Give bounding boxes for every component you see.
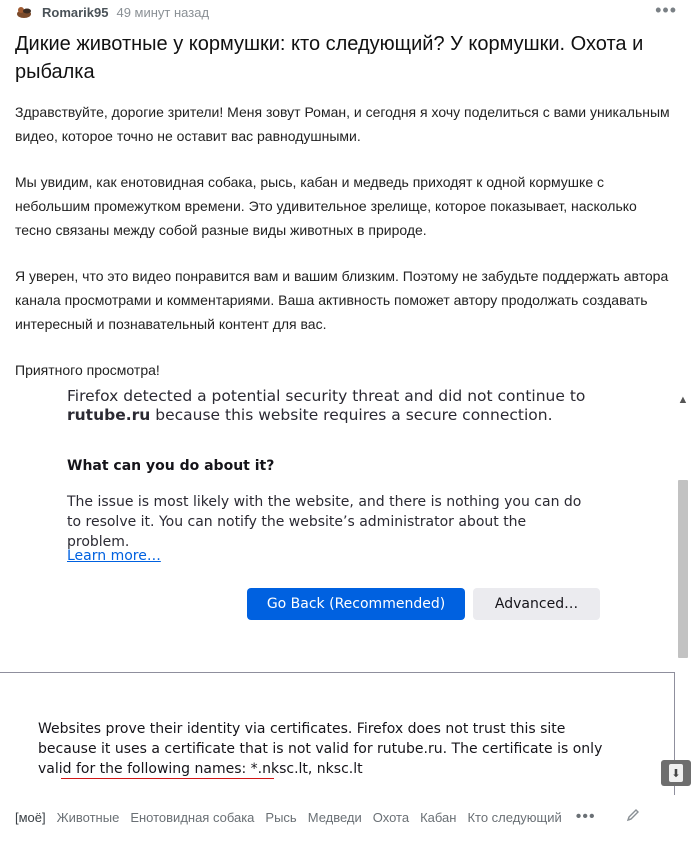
error-underline: [61, 778, 274, 779]
error-host: rutube.ru: [67, 406, 151, 424]
error-host-line: [67, 406, 553, 424]
certificate-text: Websites prove their identity via certificates. Firefox does not trust this site because it uses a certificate that is not valid for rutube.ru. The certificate is only valid for the following names: *.nksc.lt, nksc.lt: [38, 721, 603, 777]
post-body: [15, 100, 675, 404]
error-headline-cut: Firefox detected a potential security threat and did not continue to: [67, 387, 586, 405]
firefox-error-page: [0, 383, 676, 673]
advanced-button[interactable]: Advanced…: [473, 588, 600, 620]
scroll-down-button[interactable]: [661, 760, 691, 786]
post-paragraph: Я уверен, что это видео понравится вам и вашим близким. Поэтому не забудьте поддержать автора канала просмотрами и комментариями. Ваша активность поможет автору продолжать создавать интересный и познавательный контент для вас.: [15, 268, 669, 332]
what-can-you-do-heading: What can you do about it?: [67, 458, 275, 474]
tag-item[interactable]: Енотовидная собака: [130, 809, 255, 825]
arrow-down-icon: ⬇: [669, 764, 683, 782]
tag-item[interactable]: Охота: [372, 809, 410, 825]
author-name[interactable]: Romarik95: [42, 4, 109, 20]
issue-text: The issue is most likely with the website, and there is nothing you can do to resolve it. You can notify the website’s administrator about the problem.: [67, 494, 582, 550]
scrollbar-thumb[interactable]: [678, 480, 688, 658]
learn-more-link[interactable]: Learn more…: [67, 548, 161, 564]
video-embed[interactable]: [0, 383, 690, 795]
scroll-up-icon[interactable]: ▲: [677, 394, 689, 406]
tag-item[interactable]: Медведи: [307, 809, 362, 825]
tags-row: [15, 806, 685, 828]
post-paragraph: Здравствуйте, дорогие зрители! Меня зовут Роман, и сегодня я хочу поделиться с вами уникальным видео, которое точно не оставит вас равнодушными.: [15, 104, 670, 144]
tag-own[interactable]: [моё]: [15, 809, 46, 825]
error-host-suffix: because this website requires a secure connection.: [150, 406, 553, 424]
embed-divider: [0, 672, 675, 673]
author-avatar[interactable]: [15, 4, 33, 20]
more-dots-icon[interactable]: •••: [655, 0, 677, 20]
tag-item[interactable]: Рысь: [265, 809, 297, 825]
post-paragraph: Мы увидим, как енотовидная собака, рысь, кабан и медведь приходят к одной кормушке с небольшим промежутком времени. Это удивительное зрелище, которое показывает, насколько тесно связаны между собой разные виды животных в природе.: [15, 174, 637, 238]
post-paragraph: Приятного просмотра!: [15, 362, 160, 378]
post-header: [15, 2, 685, 22]
pencil-icon[interactable]: [626, 808, 640, 825]
post-title[interactable]: Дикие животные у кормушки: кто следующий? У кормушки. Охота и рыбалка: [15, 33, 644, 83]
more-tags-icon[interactable]: •••: [575, 808, 596, 825]
tag-item[interactable]: Кабан: [420, 809, 457, 825]
go-back-button[interactable]: Go Back (Recommended): [247, 588, 465, 620]
tag-item[interactable]: Кто следующий: [467, 809, 562, 825]
post-time: 49 минут назад: [116, 4, 210, 20]
tag-item[interactable]: Животные: [56, 809, 120, 825]
